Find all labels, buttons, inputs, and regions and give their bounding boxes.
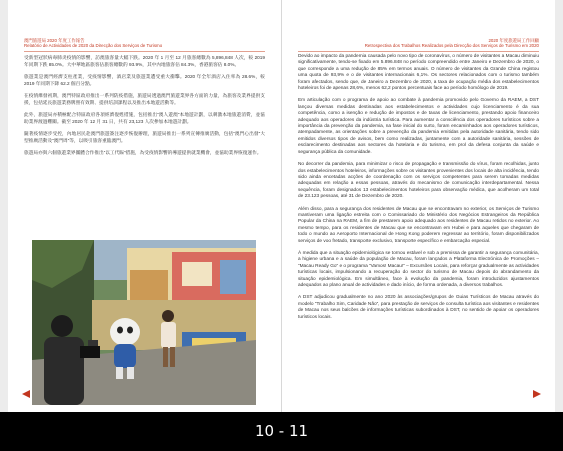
prev-page-arrow-icon[interactable] xyxy=(22,390,30,398)
left-paragraph-6: 旅遊局亦與六個旅遊業界團體合作推出“以工代賑”措施，為受疫情影響的導遊提供就業機會，並協助業界恢復運作。 xyxy=(24,150,262,155)
next-page-arrow-icon[interactable] xyxy=(533,390,541,398)
left-header-rule xyxy=(24,51,265,52)
right-paragraph-4: Além disso, para a segurança dos residentes de Macau que se encontravam no exterior, os Serviços de Turismo mantiveram uma ligação estreita com o Comissariado do Ministério dos Negócios Estrangeiros da República Popular da China na RAEM, a fim de prestarem apoio adequado aos residentes de Macau retidos no exterior. Ao mesmo tempo, para os residentes de Macau que se encontravam em Hubei e para aqueles que chegaram de todo o mundo ao Aeroporto Internacional de Hong Kong poderem regressar ao território, foram disponibilizados serviços de voo fretado, transporte exclusivo, transporte específico e embarcação especial. xyxy=(298,206,539,244)
left-page-body xyxy=(24,55,265,163)
left-paragraph-3: 在疫情爆發初期，澳門特區政府推出一系列防疫措施，旅遊局透過澳門旅遊業界各方面的力量，為旅客及業界提供支援，包括延長旅遊業務牌照有效期、提供培訓課程以及推出本地遊活動等。 xyxy=(24,93,265,105)
page-number-indicator: 10 - 11 xyxy=(254,422,309,440)
left-paragraph-5: 隨著疫情逐步受控，內地居民赴澳門旅遊簽注逐步恢復辦理，旅遊局推出一系列宣傳推廣活動，包括“澳門心出發”大型推廣活動及“澳門周”等，以吸引旅客重臨澳門。 xyxy=(24,131,265,143)
right-page-body xyxy=(298,54,539,327)
right-paragraph-6: A DST adjudicou gradualmente no ano 2020 às associações/grupos de Guias Turísticos de Macau através do modelo “Trabalho Sim, Caridade Não”, para prestação de serviços de consulta turística aos visitantes e residentes de Macau nos seus balcões de informações turísticas subordinados à DST, no sentido de apoiar os operadores turísticos locais. xyxy=(298,295,539,320)
left-header-line1: 澳門旅遊局 2020 年度工作報告 xyxy=(24,38,85,43)
left-page xyxy=(8,0,281,412)
right-paragraph-1: Devido ao impacto da pandemia causada pelo novo tipo de coronavírus, o número de visitantes a Macau diminuiu significativamente, tendo-se fixado em 5.896.848 no período compreendido entre Janeiro e Dezembro de 2020, o que corresponde a uma redução de 85% em termos anuais. O número de visitantes da Grande China registou uma quota de 93,9% e o de visitantes internacionais 6,1%. Os sectores relacionados com o turismo também foram afectados, sendo que, de Janeiro a Dezembro de 2020, a taxa de ocupação média dos estabelecimentos hoteleiros foi de apenas 28,6%, menos 62,2 pontos percentuais face ao período homólogo de 2019. xyxy=(298,54,539,92)
left-paragraph-1: 受新型冠狀病毒肺炎疫情的影響，訪澳旅客量大幅下跌。2020 年 1 月至 12 月旅客總數為 5,896,848 人次，較 2019 年同期下跌 85.0%。大中華地區旅客佔旅客總數的 93.9%，其中內地旅客佔 84.3%，香港旅客佔 8.0%。 xyxy=(24,55,265,67)
street-promotion-photo xyxy=(32,240,256,405)
right-paragraph-5: À medida que a situação epidemiológica se tornou estável e sob a premissa de garantir a segurança comunitária, a higiene urbana e a saúde da população de Macau, foram lançados a Plataforma Electrónica de Promoções – “Macau Ready Go” e o programa “Vamos! Macau!” – Excursões Locais, para reforçar gradualmente as actividades turísticas locais, impulsionando a recuperação do sector do turismo de Macau depois do abrandamento da situação epidemiológica. Em simultâneo, face à evolução da pandemia, foram introduzidos ajustamentos adequados ao plano anual de actividades e dado início, de forma ordenada, a diversos trabalhos. xyxy=(298,250,539,288)
right-header-line2: Retrospectiva dos Trabalhos Realizados pela Direcção dos Serviços de Turismo em 2020 xyxy=(364,43,539,49)
left-paragraph-2: 旅遊業是澳門經濟支柱產業，受疫情影響，酒店業及旅遊業遭受重大衝擊。2020 年全年酒店入住率為 28.6%，較 2019 年同期下降 62.2 個百分點。 xyxy=(24,74,265,86)
left-header-line2: Relatório de Actividades de 2020 da Direcção dos Serviços de Turismo xyxy=(24,43,163,49)
right-header-rule xyxy=(298,51,539,52)
right-page xyxy=(282,0,555,412)
right-header-line1: 2020 年度旅遊局工作回顧 xyxy=(488,38,539,43)
right-paragraph-2: Em articulação com o programa de apoio ao combate à pandemia promovido pelo Governo da RAEM, a DST lançou diversas medidas destinadas aos estabelecimentos e actividades cujo licenciamento é da sua competência, como a isenção e redução de impostos e de taxas de licenciamento, prestando apoio financeiro adequado aos operadores da indústria turística. Para aumentar a consciência dos operadores turísticos sobre a importância da prevenção da pandemia, na fase inicial do surto, foram encaminhados aos operadores turísticos, atempadamente, as orientações sobre a prevenção da pandemia emitidas pela autoridade sanitária, tendo sido emitidos diversos tipos de avisos, bem como realizadas, juntamente com a autoridade sanitária, sessões de esclarecimento destinadas aos sectores da hotelaria e do turismo, em prol da defesa conjunta da saúde e segurança pública da comunidade. xyxy=(298,98,539,155)
right-paragraph-3: No decorrer da pandemia, para minimizar o risco de propagação e transmissão do vírus, foram recolhidas, junto dos estabelecimentos hoteleiros, informações sobre os visitantes provenientes dos locais de alta incidência, tendo sido ainda encetadas acções de coordenação com os serviços competentes para serem tomadas medidas adequadas em relação a essas pessoas, através do mecanismo de comunicação interdepartamental. Nessa sequência, foram designados 13 estabelecimentos hoteleiros para observação médica, que acolheram um total de 23.123 pessoas, até 31 de Dezembro de 2020. xyxy=(298,162,539,200)
right-page-header xyxy=(365,38,539,49)
left-paragraph-4: 此外，旅遊局亦積極配合特區政府各項經濟復甦措施，包括推出“澳人遊澳”本地遊計劃，以刺激本地旅遊消費，並協助業界渡過難關。截至 2020 年 12 月 31 日，共有 23,123 人次參加本地遊計劃。 xyxy=(24,112,265,124)
left-page-header xyxy=(24,38,162,49)
